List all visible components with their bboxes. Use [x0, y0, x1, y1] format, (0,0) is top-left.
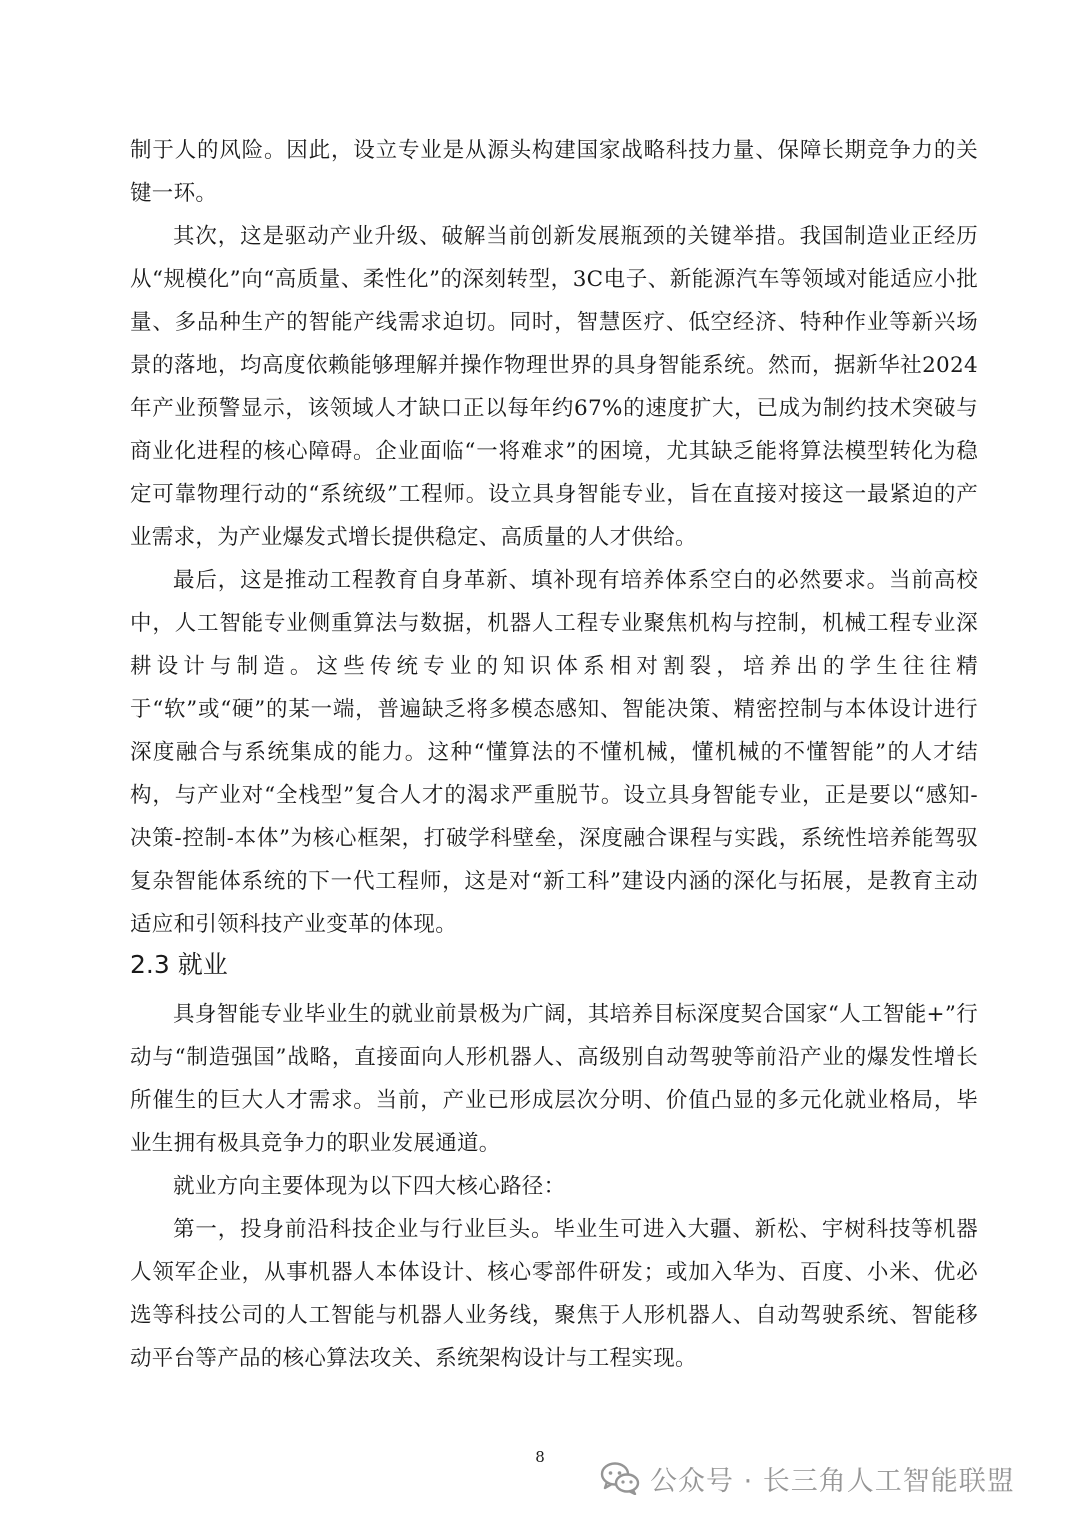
paragraph-continuation: 制于人的风险。因此，设立专业是从源头构建国家战略科技力量、保障长期竞争力的关键一环。: [130, 138, 978, 206]
paragraph-career-paths-intro: 就业方向主要体现为以下四大核心路径：: [173, 1174, 566, 1199]
paragraph-industry-upgrade: 其次，这是驱动产业升级、破解当前创新发展瓶颈的关键举措。我国制造业正经历从“规模化”向“高质量、柔性化”的深刻转型，3C电子、新能源汽车等领域对能适应小批量、多品种生产的智能产线需求迫切。同时，智慧医疗、低空经济、特种作业等新兴场景的落地，均高度依赖能够理解并操作物理世界的具身智能系统。然而，据新华社2024年产业预警显示，该领域人才缺口正以每年约67%的速度扩大，已成为制约技术突破与商业化进程的核心障碍。企业面临“一将难求”的困境，尤其缺乏能将算法模型转化为稳定可靠物理行动的“系统级”工程师。设立具身智能专业，旨在直接对接这一最紧迫的产业需求，为产业爆发式增长提供稳定、高质量的人才供给。: [130, 224, 978, 550]
wechat-icon: [600, 1461, 640, 1495]
body-text-top: [130, 129, 978, 946]
section-heading: 2.3 就业: [130, 950, 228, 979]
page-number: 8: [535, 1448, 545, 1466]
paragraph-employment-outlook: 具身智能专业毕业生的就业前景极为广阔，其培养目标深度契合国家“人工智能+”行动与“制造强国”战略，直接面向人形机器人、高级别自动驾驶等前沿产业的爆发性增长所催生的巨大人才需求。当前，产业已形成层次分明、价值凸显的多元化就业格局，毕业生拥有极具竞争力的职业发展通道。: [130, 1002, 978, 1156]
watermark-text: 公众号 · 长三角人工智能联盟: [650, 1465, 1015, 1497]
paragraph-career-path-one: 第一，投身前沿科技企业与行业巨头。毕业生可进入大疆、新松、宇树科技等机器人领军企业，从事机器人本体设计、核心零部件研发；或加入华为、百度、小米、优必选等科技公司的人工智能与机器人业务线，聚焦于人形机器人、自动驾驶系统、智能移动平台等产品的核心算法攻关、系统架构设计与工程实现。: [130, 1217, 978, 1371]
paragraph-education-reform: 最后，这是推动工程教育自身革新、填补现有培养体系空白的必然要求。当前高校中，人工智能专业侧重算法与数据，机器人工程专业聚焦机构与控制，机械工程专业深耕设计与制造。这些传统专业的知识体系相对割裂，培养出的学生往往精于“软”或“硬”的某一端，普遍缺乏将多模态感知、智能决策、精密控制与本体设计进行深度融合与系统集成的能力。这种“懂算法的不懂机械，懂机械的不懂智能”的人才结构，与产业对“全栈型”复合人才的渴求严重脱节。设立具身智能专业，正是要以“感知-决策-控制-本体”为核心框架，打破学科壁垒，深度融合课程与实践，系统性培养能驾驭复杂智能体系统的下一代工程师，这是对“新工科”建设内涵的深化与拓展，是教育主动适应和引领科技产业变革的体现。: [130, 568, 978, 937]
watermark: [600, 1458, 1015, 1498]
body-text-bottom: [130, 993, 978, 1380]
